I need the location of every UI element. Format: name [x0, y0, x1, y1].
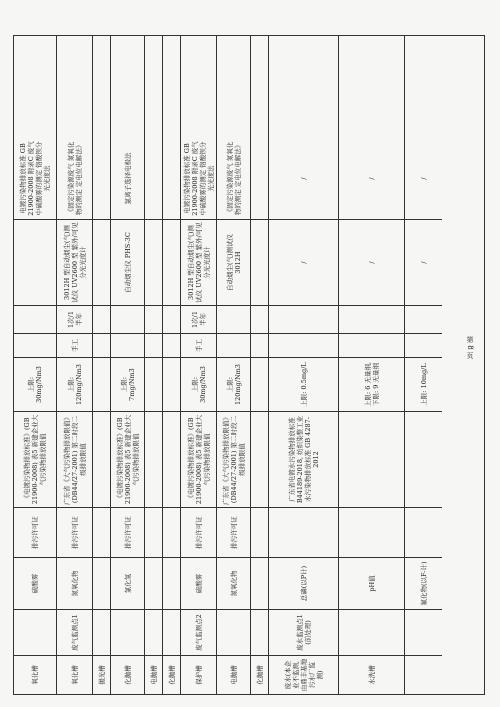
table-cell [111, 334, 144, 358]
table-cell [111, 610, 144, 656]
table-cell [251, 508, 268, 558]
table-cell [251, 220, 268, 306]
table-cell [339, 334, 404, 358]
table-cell [163, 412, 180, 508]
table-row [404, 36, 442, 694]
table-cell: / [269, 220, 338, 306]
table-cell [339, 412, 404, 508]
table-cell: 氧化槽 [70, 665, 79, 685]
table-cell: 电镀污染物排放标准 GB 21900-2008 附录C 废气中硫酸雾的测定 铬酸钡分光光度法 [181, 138, 216, 220]
table-cell [163, 220, 180, 306]
table-cell: 总磷(以P计) [269, 558, 338, 610]
table-cell: 排污许可证 [111, 508, 144, 558]
table-cell [93, 220, 110, 306]
table-cell [93, 334, 110, 358]
table-cell [339, 508, 404, 558]
table-cell: / [339, 220, 404, 306]
table-cell [93, 412, 110, 508]
table-cell: 水洗槽 [367, 665, 376, 685]
table-cell [145, 358, 162, 412]
table-cell: 手工 [181, 334, 216, 358]
table-cell: 上限: 30mg/Nm3 [14, 358, 56, 412]
table-cell: 排污许可证 [57, 508, 92, 558]
table-cell: 排污许可证 [181, 508, 216, 558]
table-cell [163, 334, 180, 358]
table-cell [405, 306, 442, 334]
table-cell [405, 610, 442, 656]
table-cell: 排污许可证 [14, 508, 56, 558]
monitoring-table [13, 35, 485, 695]
table-cell: / [405, 220, 442, 306]
table-cell: 氯离子选择电极法 [111, 138, 144, 220]
table-cell [14, 610, 56, 656]
table-cell [251, 306, 268, 334]
table-cell [14, 334, 56, 358]
table-cell [405, 508, 442, 558]
table-cell: 氮氧化物 [217, 558, 250, 610]
table-cell: 上限: 10mg/L [405, 358, 442, 412]
table-cell [251, 610, 268, 656]
table-cell [145, 558, 162, 610]
table-cell [163, 138, 180, 220]
table-row [250, 36, 268, 694]
table-cell [251, 334, 268, 358]
table-cell: 上限: 120mg/Nm3 [217, 358, 250, 412]
table-cell: 氯化氢 [111, 558, 144, 610]
table-cell [145, 334, 162, 358]
table-cell [251, 358, 268, 412]
table-cell: 废水(本企业不监测,由鼎丰基地污水厂监测) [283, 658, 324, 692]
table-cell: 上限: 6 无量纲, 下限: 9 无量纲 [339, 358, 404, 412]
table-cell [217, 306, 250, 334]
table-cell [405, 656, 442, 694]
table-cell: 硫酸雾 [181, 558, 216, 610]
table-cell [405, 412, 442, 508]
table-cell [93, 138, 110, 220]
table-row [92, 36, 110, 694]
table-cell: 3012H 型自动烟尘(气)测试仪 UV2600 型 紫外/可见分光光度计 [181, 220, 216, 306]
table-row [338, 36, 404, 694]
table-cell [145, 412, 162, 508]
table-cell [14, 306, 56, 334]
table-row [14, 36, 56, 694]
table-cell: 自动烟尘(气)测试仪 3012H [217, 220, 250, 306]
table-cell: 化抛槽 [255, 665, 264, 685]
table-cell: 化抛槽 [167, 665, 176, 685]
table-cell [163, 508, 180, 558]
table-cell: 废气监测点1 [57, 610, 92, 656]
table-cell [217, 610, 250, 656]
table-cell [405, 334, 442, 358]
table-cell [14, 220, 56, 306]
table-cell [93, 610, 110, 656]
table-cell: pH值 [339, 558, 404, 610]
table-cell: 上限: 0.5mg/L [269, 358, 338, 412]
table-cell: 废水监测点1 (前处理) [269, 610, 338, 656]
table-cell: 《电镀污染物排放标准》(GB 21900-2008) 表5 新建企业大气污染物排放限值 [111, 412, 144, 508]
table-cell [93, 508, 110, 558]
table-cell [145, 220, 162, 306]
table-cell: / [405, 138, 442, 220]
table-cell: 上限: 30mg/Nm3 [181, 358, 216, 412]
table-row [144, 36, 162, 694]
table-cell [251, 412, 268, 508]
table-cell [269, 508, 338, 558]
table-cell: 拋光槽 [97, 665, 106, 685]
table-cell [145, 508, 162, 558]
table-cell [339, 306, 404, 334]
table-cell [163, 306, 180, 334]
table-cell: / [339, 138, 404, 220]
table-cell [111, 306, 144, 334]
table-cell [251, 138, 268, 220]
table-cell [145, 610, 162, 656]
table-cell: 《固定污染源废气 氮氧化物的测定 定电位电解法》 [217, 138, 250, 220]
table-cell: 广东省《大气污染物排放限值》(DB44/27-2001) 第二时段二级排放限值 [57, 412, 92, 508]
table-cell [145, 138, 162, 220]
table-cell: 手工 [57, 334, 92, 358]
table-cell: 1次/1半年 [57, 306, 92, 334]
table-cell [269, 334, 338, 358]
table-row [216, 36, 250, 694]
table-cell [217, 334, 250, 358]
table-cell: 排污许可证 [217, 508, 250, 558]
table-cell: 《电镀污染物排放标准》(GB 21900-2008) 表5 新建企业大气污染物排放限值 [14, 412, 56, 508]
table-cell: 化抛槽 [123, 665, 132, 685]
table-cell [251, 558, 268, 610]
table-cell: 上限: 120mg/Nm3 [57, 358, 92, 412]
table-cell [269, 306, 338, 334]
table-cell: 氧化槽 [31, 665, 39, 685]
table-row [56, 36, 92, 694]
table-row [268, 36, 338, 694]
table-cell: 3012H 型自动烟尘(气)测试仪 UV2600 型 紫外/可见分光光度计 [57, 220, 92, 306]
table-cell: 广东省《大气污染物排放限值》(DB44/27-2001) 第二时段二级排放限值 [217, 412, 250, 508]
table-cell: 自动烟尘仪 PHS-3C [111, 220, 144, 306]
table-cell: 氮氧化物 [57, 558, 92, 610]
table-cell [145, 306, 162, 334]
table-row [180, 36, 216, 694]
table-cell [339, 610, 404, 656]
table-cell: 《电镀污染物排放标准》(GB 21900-2008) 表5 新建企业大气污染物排放限值 [181, 412, 216, 508]
table-cell: 硫酸雾 [14, 558, 56, 610]
table-row [110, 36, 144, 694]
table-cell: 电抛槽 [149, 665, 158, 685]
table-cell [93, 306, 110, 334]
table-cell: 电镀污染物排放标准 GB 21900-2008 附录C 废气中硫酸雾的测定 铬酸钡分光光度法 [14, 138, 56, 220]
table-cell: 废气监测点2 [181, 610, 216, 656]
table-cell: 上限: 7mg/Nm3 [111, 358, 144, 412]
table-cell: 1次/1半年 [181, 306, 216, 334]
table-cell [163, 358, 180, 412]
table-cell: 保护槽 [194, 665, 203, 685]
table-cell: / [269, 138, 338, 220]
table-cell [93, 558, 110, 610]
table-row [162, 36, 180, 694]
table-cell: 氟化物(以F-计) [405, 558, 442, 610]
table-cell [93, 358, 110, 412]
table-cell [163, 610, 180, 656]
table-cell: 电抛槽 [229, 665, 238, 685]
table-cell: 《固定污染源废气 氮氧化物的测定 定电位电解法》 [57, 138, 92, 220]
table-cell: 广东省电镀水污染物排放标准 B44189-2018, 纺织染整工业水污染物排放标准 GB 4287-2012 [269, 412, 338, 508]
table-cell [163, 558, 180, 610]
page-number: 第 8 页 [466, 336, 474, 359]
